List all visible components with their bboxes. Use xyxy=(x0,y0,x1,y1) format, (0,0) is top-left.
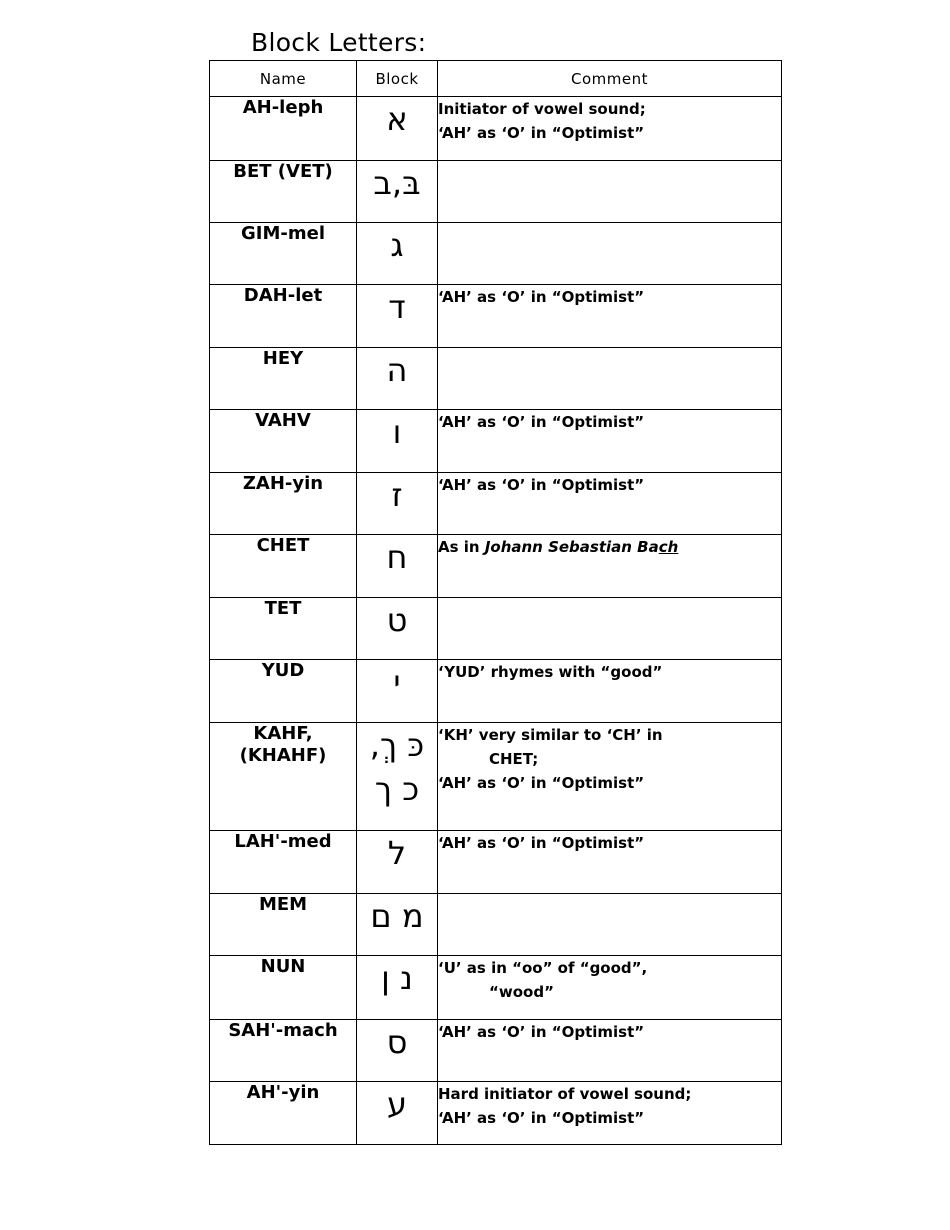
block-column-header: Block xyxy=(357,61,438,97)
letter-comment-cell xyxy=(438,956,782,1020)
letter-name: (KHAHF) xyxy=(239,745,327,766)
letter-block-cell xyxy=(357,535,438,598)
letter-block-cell xyxy=(357,1082,438,1145)
letter-name-cell xyxy=(210,161,357,223)
letter-block-cell xyxy=(357,410,438,473)
comment-line: Initiator of vowel sound; xyxy=(438,100,646,118)
name-column-header: Name xyxy=(210,61,357,97)
letter-comment-cell xyxy=(438,535,782,598)
letter-name: CHET xyxy=(256,535,310,556)
letter-row xyxy=(210,956,782,1020)
letter-row xyxy=(210,1020,782,1082)
letter-block-cell xyxy=(357,723,438,831)
comment-line: CHET; xyxy=(489,750,539,768)
letter-name-cell xyxy=(210,285,357,348)
hebrew-block-letter: ט xyxy=(386,601,408,639)
letter-name-cell xyxy=(210,348,357,410)
comment-line: ‘YUD’ rhymes with “good” xyxy=(438,663,663,681)
comment-line: ‘AH’ as ‘O’ in “Optimist” xyxy=(438,834,645,852)
letter-block-cell xyxy=(357,223,438,285)
comment-line: ‘AH’ as ‘O’ in “Optimist” xyxy=(438,1109,645,1127)
comment-fragment: ch xyxy=(658,538,679,556)
comment-line: ‘AH’ as ‘O’ in “Optimist” xyxy=(438,774,645,792)
letter-block-cell xyxy=(357,348,438,410)
letter-block-cell xyxy=(357,956,438,1020)
letter-name-cell xyxy=(210,223,357,285)
letter-row xyxy=(210,161,782,223)
letter-name-cell xyxy=(210,473,357,535)
letter-row xyxy=(210,410,782,473)
letter-name: MEM xyxy=(258,894,308,915)
comment-line: ‘AH’ as ‘O’ in “Optimist” xyxy=(438,288,645,306)
letter-comment-cell xyxy=(438,348,782,410)
letter-name-cell xyxy=(210,410,357,473)
letter-comment-cell xyxy=(438,410,782,473)
letter-name: GIM-mel xyxy=(241,223,325,244)
letter-row xyxy=(210,223,782,285)
letter-name: KAHF, xyxy=(253,723,313,744)
comment-line: “wood” xyxy=(489,983,554,1001)
letter-row xyxy=(210,97,782,161)
letter-name-cell xyxy=(210,97,357,161)
letter-name: SAH'-mach xyxy=(228,1020,338,1041)
letter-name: DAH-let xyxy=(243,285,323,306)
comment-line: ‘KH’ very similar to ‘CH’ in xyxy=(438,726,663,744)
letter-name-cell xyxy=(210,1082,357,1145)
letter-comment-cell xyxy=(438,161,782,223)
comment-line xyxy=(438,535,781,559)
hebrew-block-letter: בּ,ב xyxy=(373,164,421,202)
letter-name-cell xyxy=(210,956,357,1020)
comment-fragment: Johann Sebastian Ba xyxy=(484,538,659,556)
letter-row xyxy=(210,894,782,956)
letter-row xyxy=(210,831,782,894)
page-title: Block Letters: xyxy=(251,28,427,57)
letter-row xyxy=(210,473,782,535)
comment-line: Hard initiator of vowel sound; xyxy=(438,1085,692,1103)
letter-comment-cell xyxy=(438,1020,782,1082)
letter-name: VAHV xyxy=(255,410,311,431)
letter-comment-cell xyxy=(438,831,782,894)
comment-line: ‘AH’ as ‘O’ in “Optimist” xyxy=(438,413,645,431)
letter-name: AH'-yin xyxy=(246,1082,320,1103)
letter-name: ZAH-yin xyxy=(242,473,324,494)
hebrew-block-letter: נ ן xyxy=(381,959,413,997)
letter-row xyxy=(210,1082,782,1145)
letter-block-cell xyxy=(357,285,438,348)
letter-block-cell xyxy=(357,598,438,660)
hebrew-block-letter: א xyxy=(386,100,408,138)
letter-block-cell xyxy=(357,97,438,161)
letter-row xyxy=(210,598,782,660)
letter-name-cell xyxy=(210,598,357,660)
hebrew-block-letter: ז xyxy=(391,476,403,514)
comment-line: ‘AH’ as ‘O’ in “Optimist” xyxy=(438,124,645,142)
hebrew-block-letter: ח xyxy=(386,538,408,576)
letter-block-cell xyxy=(357,831,438,894)
letter-comment-cell xyxy=(438,223,782,285)
letter-name-cell xyxy=(210,1020,357,1082)
letter-comment-cell xyxy=(438,1082,782,1145)
letter-name: YUD xyxy=(261,660,305,681)
comment-line: ‘AH’ as ‘O’ in “Optimist” xyxy=(438,476,645,494)
letter-block-cell xyxy=(357,161,438,223)
letter-row xyxy=(210,535,782,598)
letter-name: BET (VET) xyxy=(233,161,333,182)
letter-name: AH-leph xyxy=(242,97,324,118)
letter-name: TET xyxy=(264,598,302,619)
letter-comment-cell xyxy=(438,473,782,535)
letters-table xyxy=(209,60,782,1145)
hebrew-block-letter: ה xyxy=(386,351,408,389)
letter-comment-cell xyxy=(438,598,782,660)
comment-fragment: As in xyxy=(438,538,485,556)
hebrew-block-letter: כ ך xyxy=(374,770,420,808)
letter-comment-cell xyxy=(438,660,782,723)
letter-comment-cell xyxy=(438,723,782,831)
comment-column-header: Comment xyxy=(438,61,782,97)
letter-name-cell xyxy=(210,660,357,723)
letters-table-body xyxy=(210,97,782,1145)
letter-name-cell xyxy=(210,723,357,831)
letter-comment-cell xyxy=(438,97,782,161)
letter-row xyxy=(210,285,782,348)
letter-block-cell xyxy=(357,894,438,956)
letter-block-cell xyxy=(357,1020,438,1082)
hebrew-block-letter: י xyxy=(393,663,401,701)
header-row xyxy=(210,61,782,97)
letter-block-cell xyxy=(357,660,438,723)
letter-name-cell xyxy=(210,535,357,598)
letter-name-cell xyxy=(210,894,357,956)
letter-name: LAH'-med xyxy=(234,831,332,852)
letter-comment-cell xyxy=(438,894,782,956)
hebrew-block-letter: ו xyxy=(392,413,402,451)
comment-line: ‘AH’ as ‘O’ in “Optimist” xyxy=(438,1023,645,1041)
comment-line: ‘U’ as in “oo” of “good”, xyxy=(438,959,648,977)
hebrew-block-letter: מ ם xyxy=(370,897,424,935)
letter-name-cell xyxy=(210,831,357,894)
letter-row xyxy=(210,348,782,410)
letter-block-cell xyxy=(357,473,438,535)
hebrew-block-letter: ס xyxy=(386,1023,408,1061)
hebrew-block-letter: ל xyxy=(387,834,407,872)
letter-name: NUN xyxy=(260,956,306,977)
hebrew-block-letter: כּ ךְ, xyxy=(369,726,425,764)
letter-row xyxy=(210,723,782,831)
hebrew-block-letter: ד xyxy=(388,288,406,326)
letter-comment-cell xyxy=(438,285,782,348)
letter-row xyxy=(210,660,782,723)
hebrew-block-letter: ע xyxy=(386,1085,408,1123)
letter-name: HEY xyxy=(262,348,304,369)
hebrew-block-letter: ג xyxy=(390,226,404,264)
